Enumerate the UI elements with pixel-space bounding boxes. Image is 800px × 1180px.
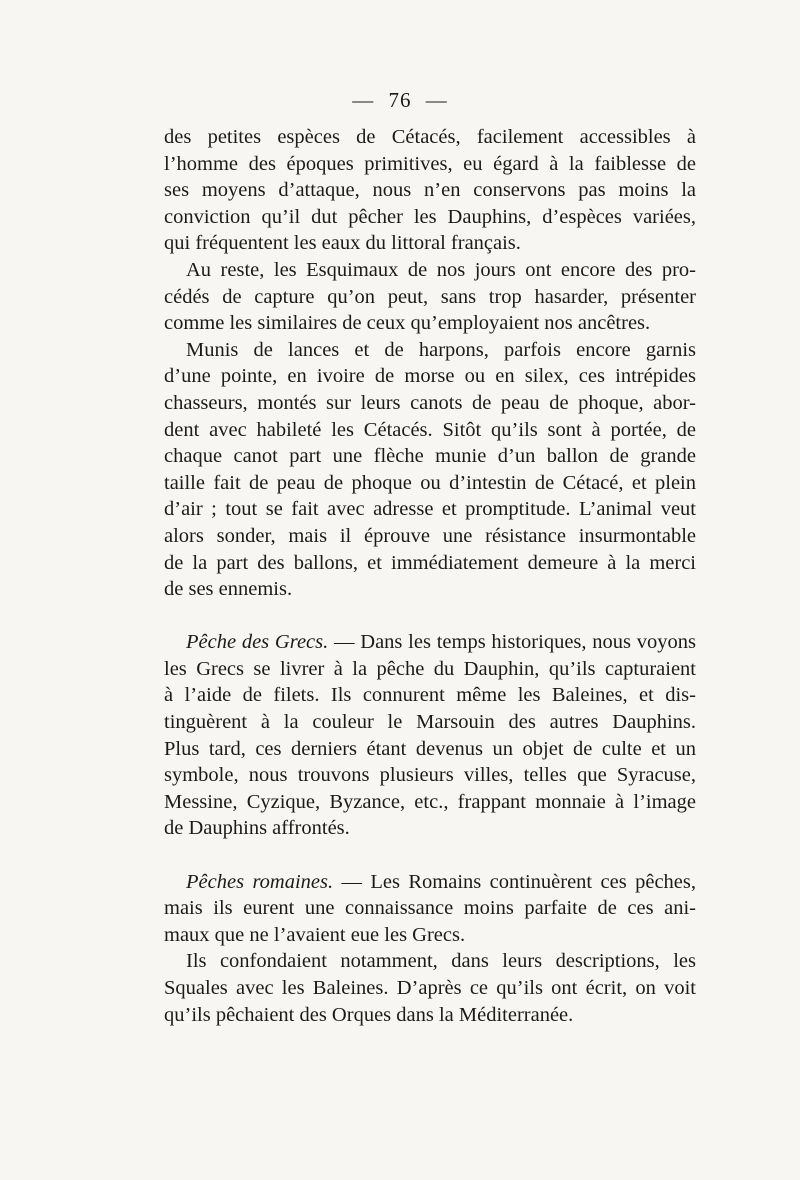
text-line: de la part des ballons, et immédiatement demeure à la merci: [164, 551, 696, 574]
section-heading: Pêche des Grecs.: [186, 631, 329, 654]
text-line: [164, 629, 696, 656]
text-line: à l’aide de filets. Ils connurent même les Baleines, et dis-: [164, 684, 696, 707]
text-line: d’une pointe, en ivoire de morse ou en silex, ces intrépides: [164, 365, 696, 388]
text-line: symbole, nous trouvons plusieurs villes, telles que Syracuse,: [164, 764, 696, 787]
text-line: chasseurs, montés sur leurs canots de peau de phoque, abor-: [164, 391, 696, 414]
paragraph-gap: [164, 842, 696, 869]
text-line: Ils confondaient notamment, dans leurs descriptions, les: [186, 950, 696, 973]
text-line: conviction qu’il dut pêcher les Dauphins, d’espèces variées,: [164, 205, 696, 228]
text-line: Messine, Cyzique, Byzance, etc., frappant monnaie à l’image: [164, 790, 696, 813]
paragraph-gap: [164, 603, 696, 630]
text-line: d’air ; tout se fait avec adresse et promptitude. L’animal veut: [164, 498, 696, 521]
heading-continuation: — Dans les temps historiques, nous voyons: [328, 631, 696, 654]
text-line: des petites espèces de Cétacés, facilement accessibles à: [164, 126, 696, 148]
section-heading: Pêches romaines.: [186, 870, 334, 893]
heading-continuation: — Les Romains continuèrent ces pêches,: [333, 870, 696, 893]
section-roman-fishing: [164, 869, 696, 949]
text-line: mais ils eurent une connaissance moins parfaite de ces ani-: [164, 897, 696, 920]
text-line: [164, 869, 696, 896]
text-line: Munis de lances et de harpons, parfois encore garnis: [186, 338, 696, 361]
text-line: cédés de capture qu’on peut, sans trop hasarder, présenter: [164, 285, 696, 308]
text-line: Au reste, les Esquimaux de nos jours ont encore des pro-: [186, 258, 696, 281]
text-line: tinguèrent à la couleur le Marsouin des autres Dauphins.: [164, 711, 696, 734]
text-line: dent avec habileté les Cétacés. Sitôt qu’ils sont à portée, de: [164, 418, 696, 441]
text-line: de ses ennemis.: [164, 578, 293, 601]
text-line: les Grecs se livrer à la pêche du Dauphin, qu’ils capturaient: [164, 657, 696, 680]
text-line: de Dauphins affrontés.: [164, 817, 350, 840]
section-greek-fishing: [164, 629, 696, 842]
paragraph: [164, 337, 696, 603]
paragraph: [164, 948, 696, 1028]
body-text: [164, 124, 696, 1028]
text-line: l’homme des époques primitives, eu égard à la faiblesse de: [164, 152, 696, 175]
text-line: Plus tard, ces derniers étant devenus un objet de culte et un: [164, 737, 696, 760]
text-line: comme les similaires de ceux qu’employaient nos ancêtres.: [164, 312, 651, 335]
text-line: qu’ils pêchaient des Orques dans la Méditerranée.: [164, 1003, 574, 1026]
text-line: taille fait de peau de phoque ou d’intestin de Cétacé, et plein: [164, 471, 696, 494]
text-line: maux que ne l’avaient eue les Grecs.: [164, 923, 466, 946]
text-line: qui fréquentent les eaux du littoral français.: [164, 232, 521, 255]
text-line: ses moyens d’attaque, nous n’en conservons pas moins la: [164, 179, 696, 202]
text-line: chaque canot part une flèche munie d’un ballon de grande: [164, 445, 696, 468]
paragraph: [164, 124, 696, 257]
page-number: — 76 —: [352, 88, 448, 112]
paragraph: [164, 257, 696, 337]
text-line: alors sonder, mais il éprouve une résistance insurmontable: [164, 524, 696, 547]
text-line: Squales avec les Baleines. D’après ce qu’ils ont écrit, on voit: [164, 977, 696, 999]
